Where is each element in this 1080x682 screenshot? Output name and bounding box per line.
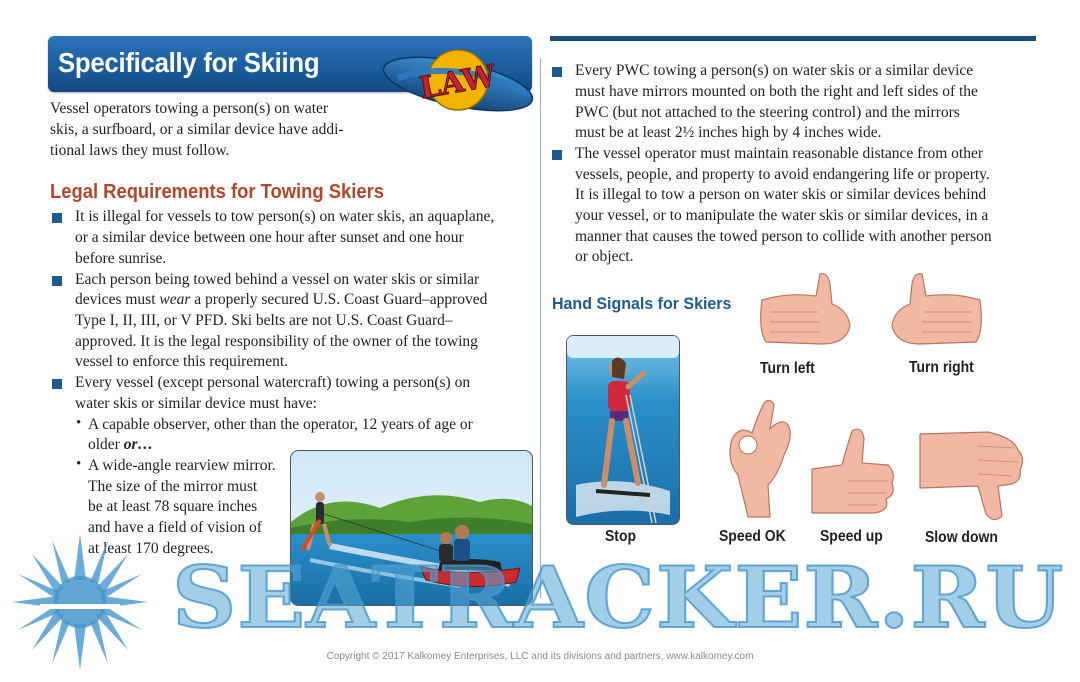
legal-b2-text: a properly secured U.S. Coast Guard–approved: [190, 291, 488, 308]
legal-b3-line-2: water skis or similar device must have:: [75, 395, 317, 412]
legal-s1-line-1: A capable observer, other than the operator, 12 years of age or: [88, 416, 473, 433]
right-b1-line-3: PWC (but not attached to the steering control) and the mirrors: [575, 104, 960, 121]
speed-up-hand-icon: [808, 425, 898, 517]
turn-right-hand-icon: [888, 270, 984, 350]
legal-b3-line-1: Every vessel (except personal watercraft) towing a person(s) on: [75, 374, 471, 391]
speed-ok-hand-icon: [718, 395, 798, 521]
right-b1-line-2: must have mirrors mounted on both the right and left sides of the: [575, 83, 978, 100]
intro-line-2: skis, a surfboard, or a similar device have addi-: [50, 121, 344, 138]
stop-label: Stop: [605, 528, 636, 545]
law-badge-icon: [378, 38, 538, 120]
intro-line-3: tional laws they must follow.: [50, 142, 230, 159]
right-b2-line-3: It is illegal to tow a person on water skis or similar devices behind: [575, 186, 987, 203]
watermark-text: SEATRACKER.RU: [172, 548, 1065, 647]
speed-up-label: Speed up: [820, 528, 883, 545]
bullet-square-icon: [552, 67, 562, 77]
legal-b2-emphasis: wear: [159, 291, 191, 308]
bullet-square-icon: [52, 379, 62, 389]
page-title: Specifically for Skiing: [58, 47, 320, 78]
legal-b2-line-2: [75, 290, 487, 311]
legal-s1-line-2: [88, 435, 153, 456]
legal-b2-line-1: Each person being towed behind a vessel on water skis or similar: [75, 271, 480, 288]
slow-down-label: Slow down: [925, 529, 998, 546]
right-b1-line-1: Every PWC towing a person(s) on water skis or a similar device: [575, 62, 974, 79]
turn-left-label: Turn left: [760, 360, 815, 377]
sub-bullet-dot-icon: •: [76, 456, 82, 472]
legal-b2-text: devices must: [75, 291, 160, 308]
legal-b1-line-3: before sunrise.: [75, 250, 167, 267]
right-b1-line-4: must be at least 2½ inches high by 4 inches wide.: [575, 124, 882, 141]
law-badge-text: LAW: [416, 58, 499, 107]
right-b2-line-6: or object.: [575, 248, 634, 265]
stop-signal-skier-image: [566, 335, 680, 525]
intro-line-1: Vessel operators towing a person(s) on water: [50, 100, 329, 117]
legal-s2-line-3: be at least 78 square inches: [88, 498, 258, 515]
speed-ok-label: Speed OK: [719, 528, 786, 545]
copyright-text: Copyright © 2017 Kalkomey Enterprises, LLC and its divisions and partners, www.kalkomey.com: [326, 651, 754, 662]
legal-b2-line-4: approved. It is the legal responsibility of the owner of the towing: [75, 333, 478, 350]
sub-bullet-dot-icon: •: [76, 415, 82, 431]
turn-left-hand-icon: [758, 270, 854, 350]
right-b2-line-1: The vessel operator must maintain reasonable distance from other: [575, 145, 984, 162]
bullet-square-icon: [52, 276, 62, 286]
bullet-square-icon: [52, 213, 62, 223]
legal-b1-line-1: It is illegal for vessels to tow person(s) on water skis, an aquaplane,: [75, 208, 495, 225]
slow-down-hand-icon: [918, 430, 1030, 522]
bullet-square-icon: [552, 150, 562, 160]
top-rule: [550, 36, 1036, 41]
legal-s2-line-2: The size of the mirror must: [88, 478, 258, 495]
legal-b2-line-3: Type I, II, III, or V PFD. Ski belts are not U.S. Coast Guard–: [75, 312, 453, 329]
legal-s1-emphasis: or…: [123, 436, 154, 453]
turn-right-label: Turn right: [909, 359, 974, 376]
column-divider: [540, 58, 541, 598]
right-b2-line-4: your vessel, or to manipulate the water skis or similar devices, in a: [575, 207, 989, 224]
right-b2-line-2: vessels, people, and property to avoid endangering life or property.: [575, 166, 990, 183]
legal-s1-text: older: [88, 436, 124, 453]
legal-s2-line-4: and have a field of vision of: [88, 519, 262, 536]
legal-requirements-heading: Legal Requirements for Towing Skiers: [50, 181, 385, 203]
legal-s2-line-1: A wide-angle rearview mirror.: [88, 457, 276, 474]
legal-b2-line-5: vessel to enforce this requirement.: [75, 353, 289, 370]
legal-s2-line-5: at least 170 degrees.: [88, 540, 214, 557]
hand-signals-heading: Hand Signals for Skiers: [552, 294, 732, 313]
right-b2-line-5: manner that causes the towed person to collide with another person: [575, 228, 992, 245]
legal-b1-line-2: or a similar device between one hour after sunset and one hour: [75, 229, 464, 246]
